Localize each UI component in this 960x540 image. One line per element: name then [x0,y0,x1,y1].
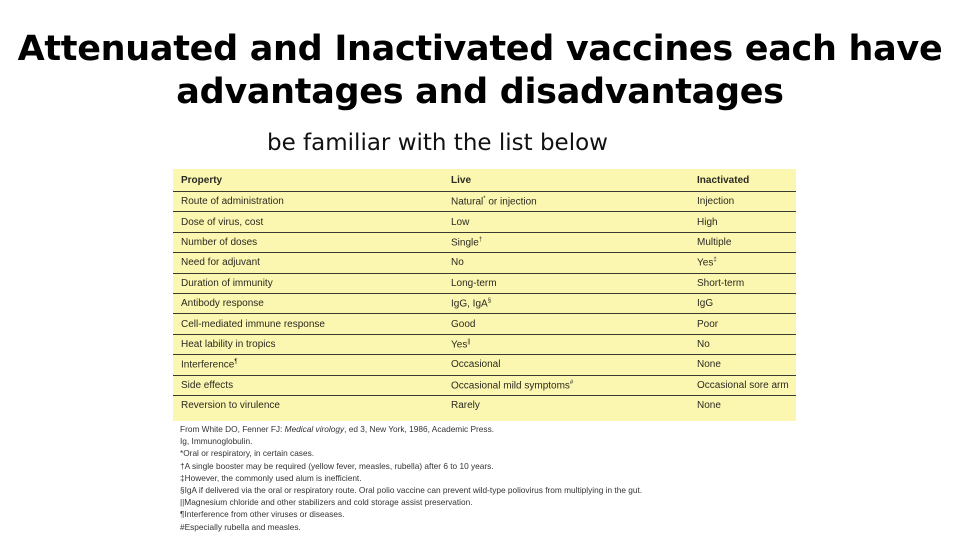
inactivated-text: High [697,216,718,228]
cell-inactivated [689,375,796,395]
property-text: Route of administration [181,196,284,208]
table-header-row [173,169,796,192]
cell-inactivated [689,355,796,375]
inactivated-text: No [697,338,710,350]
cell-inactivated [689,253,796,273]
inactivated-text: Short-term [697,277,745,289]
title-line-1: Attenuated and Inactivated vaccines each have [17,29,943,69]
header-inactivated: Inactivated [689,169,796,192]
footnote-line: Ig, Immunoglobulin. [180,436,253,447]
cell-live [443,293,689,313]
slide-title [0,28,960,114]
vaccine-comparison-table [173,169,796,421]
slide-subtitle: be familiar with the list below [267,130,608,156]
title-line-2: advantages and disadvantages [176,72,784,112]
table-body [173,192,796,416]
cell-inactivated [689,293,796,313]
live-text: Long-term [451,277,497,289]
cell-live [443,375,689,395]
live-text: Occasional [451,359,501,371]
cell-inactivated [689,314,796,334]
cell-live [443,192,689,212]
inactivated-text: Injection [697,196,735,208]
live-text: Rarely [451,400,480,412]
comparison-table [173,169,796,415]
header-live: Live [443,169,689,192]
property-text: Need for adjuvant [181,257,260,269]
live-text: Occasional mild symptoms [451,379,570,391]
source-citation [180,423,780,435]
property-text: Cell-mediated immune response [181,318,325,330]
live-text: Natural [451,196,484,208]
cell-property [173,253,443,273]
live-text: Single [451,237,479,249]
header-property: Property [173,169,443,192]
table-row [173,375,796,395]
cell-inactivated [689,395,796,415]
property-text: Heat lability in tropics [181,338,276,350]
cell-live [443,232,689,252]
cell-property [173,375,443,395]
property-text: Antibody response [181,298,264,310]
inactivated-text: None [697,359,721,371]
live-text: IgG, IgA [451,298,488,310]
property-text: Dose of virus, cost [181,216,264,228]
table-row [173,334,796,354]
property-text: Number of doses [181,236,258,248]
cell-property [173,192,443,212]
footnote-line: †A single booster may be required (yellow fever, measles, rubella) after 6 to 10 years. [180,460,494,471]
inactivated-text: Multiple [697,236,732,248]
inactivated-text: None [697,400,721,412]
table-row [173,212,796,232]
source-title: Medical virology [284,424,345,434]
cell-live [443,355,689,375]
footnote-line: *Oral or respiratory, in certain cases. [180,448,315,459]
cell-live [443,253,689,273]
cell-inactivated [689,212,796,232]
cell-property [173,232,443,252]
cell-live [443,212,689,232]
property-text: Side effects [181,379,234,391]
inactivated-text: IgG [697,298,714,310]
cell-property [173,355,443,375]
cell-property [173,293,443,313]
inactivated-text: Occasional sore arm [697,379,789,391]
table-row [173,395,796,415]
table-row [173,273,796,293]
cell-inactivated [689,192,796,212]
cell-live [443,273,689,293]
table-row [173,232,796,252]
footnote-line: ||Magnesium chloride and other stabilizers and cold storage assist preservation. [180,497,473,508]
table-row [173,192,796,212]
live-text: Yes [451,339,468,351]
footnote-line: ‡However, the commonly used alum is inefficient. [180,472,362,483]
table-row [173,293,796,313]
source-suffix: , ed 3, New York, 1986, Academic Press. [344,424,495,434]
footnote-line: ¶Interference from other viruses or diseases. [180,509,345,520]
live-text: Low [451,216,470,228]
footnote-mark: § [487,297,492,304]
cell-property [173,273,443,293]
cell-live [443,334,689,354]
table-row [173,314,796,334]
inactivated-text: Poor [697,318,719,330]
footnote-lines [180,435,780,533]
cell-inactivated [689,232,796,252]
cell-property [173,395,443,415]
footnote-mark: ¶ [234,359,238,366]
cell-inactivated [689,334,796,354]
cell-property [173,334,443,354]
footnote-mark: # [569,379,574,386]
source-prefix: From White DO, Fenner FJ: [180,424,285,434]
cell-live [443,314,689,334]
cell-inactivated [689,273,796,293]
footnote-line: #Especially rubella and measles. [180,521,301,532]
inactivated-text: Yes [697,257,714,269]
cell-property [173,212,443,232]
footnotes [180,423,780,533]
footnote-mark: † [478,236,483,243]
footnote-mark: ‡ [713,257,717,264]
live-text: No [451,257,464,269]
footnote-mark: * [483,196,486,203]
footnote-line: §IgA if delivered via the oral or respiratory route. Oral polio vaccine can prevent wild-type poliovirus from multiplying in the gut. [180,485,643,496]
property-text: Reversion to virulence [181,400,280,412]
footnote-mark: || [467,338,471,345]
cell-live [443,395,689,415]
live-text: Good [451,318,476,330]
property-text: Duration of immunity [181,277,273,289]
live-text-after: or injection [485,196,537,208]
table-row [173,355,796,375]
cell-property [173,314,443,334]
property-text: Interference [181,359,235,371]
table-row [173,253,796,273]
